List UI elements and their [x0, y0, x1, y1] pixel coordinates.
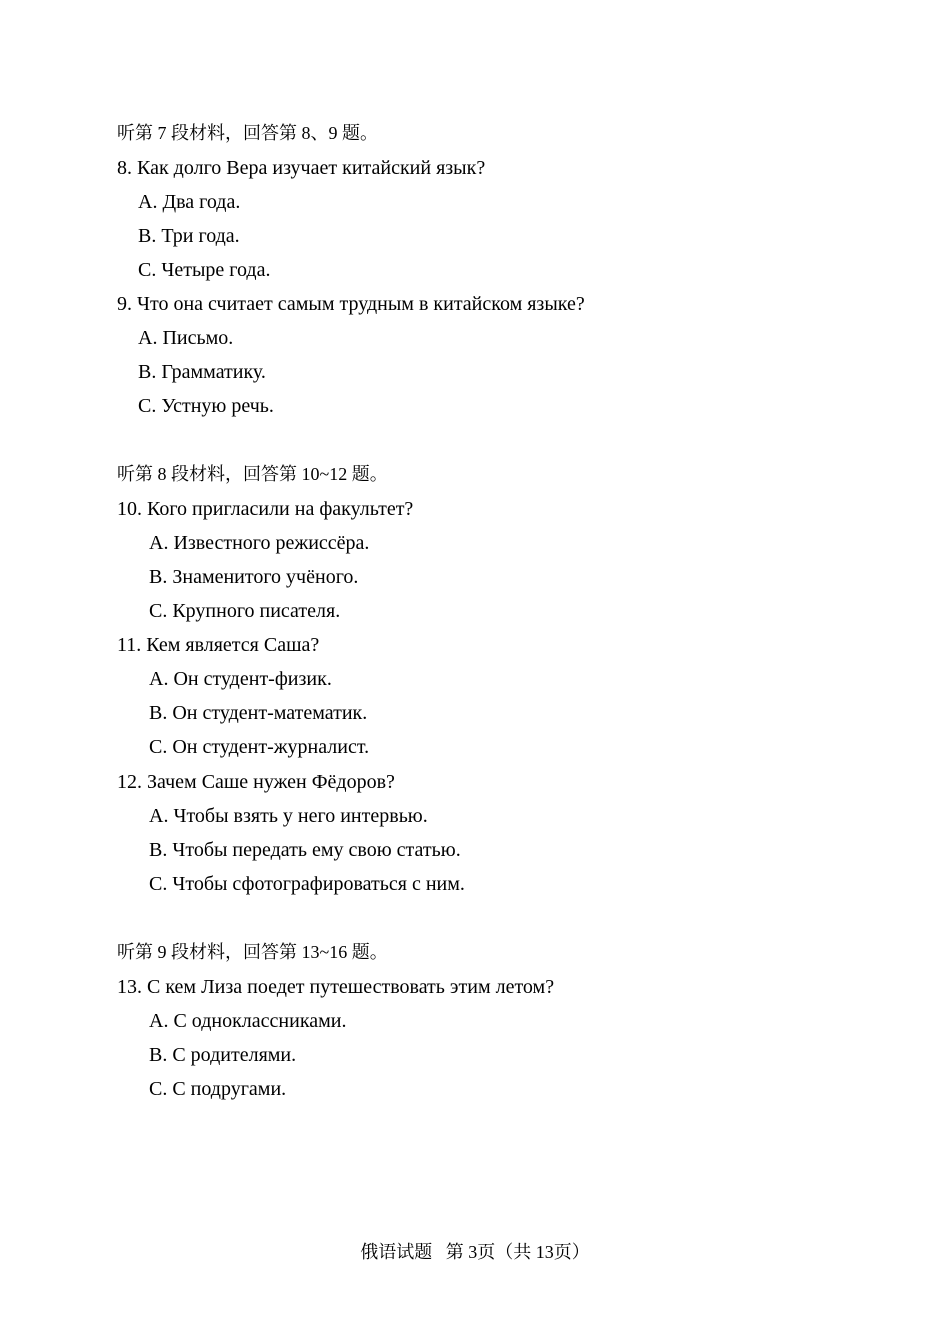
question-10-option-c: C. Крупного писателя.: [149, 600, 341, 622]
question-8-option-b: B. Три года.: [138, 225, 240, 247]
question-11-option-b: B. Он студент-математик.: [149, 702, 368, 724]
section-heading-2: 听第 8 段材料，回答第 10~12 题。: [117, 464, 388, 484]
question-12-option-c: C. Чтобы сфотографироваться с ним.: [149, 873, 465, 895]
question-8: 8. Как долго Вера изучает китайский язык?: [117, 157, 486, 179]
question-8-option-c: C. Четыре года.: [138, 259, 271, 281]
question-13-option-a: A. С одноклассниками.: [149, 1010, 347, 1032]
question-10: 10. Кого пригласили на факультет?: [117, 498, 414, 520]
question-9-option-a: A. Письмо.: [138, 327, 234, 349]
question-9: 9. Что она считает самым трудным в китайском языке?: [117, 293, 585, 315]
page-footer: 俄语试题 第 3页（共 13页）: [360, 1242, 590, 1262]
question-10-option-b: B. Знаменитого учёного.: [149, 566, 359, 588]
question-12-option-a: A. Чтобы взять у него интервью.: [149, 805, 428, 827]
section-heading-1: 听第 7 段材料，回答第 8、9 题。: [117, 123, 378, 143]
question-13: 13. С кем Лиза поедет путешествовать этим летом?: [117, 976, 555, 998]
question-9-option-b: B. Грамматику.: [138, 361, 266, 383]
question-13-option-b: B. С родителями.: [149, 1044, 297, 1066]
question-8-option-a: A. Два года.: [138, 191, 241, 213]
question-11-option-a: A. Он студент-физик.: [149, 668, 332, 690]
question-11-option-c: C. Он студент-журналист.: [149, 736, 370, 758]
question-12-option-b: B. Чтобы передать ему свою статью.: [149, 839, 461, 861]
question-13-option-c: C. С подругами.: [149, 1078, 287, 1100]
question-9-option-c: C. Устную речь.: [138, 395, 274, 417]
question-10-option-a: A. Известного режиссёра.: [149, 532, 370, 554]
section-heading-3: 听第 9 段材料，回答第 13~16 题。: [117, 942, 388, 962]
question-12: 12. Зачем Саше нужен Фёдоров?: [117, 771, 395, 793]
question-11: 11. Кем является Саша?: [117, 634, 320, 656]
